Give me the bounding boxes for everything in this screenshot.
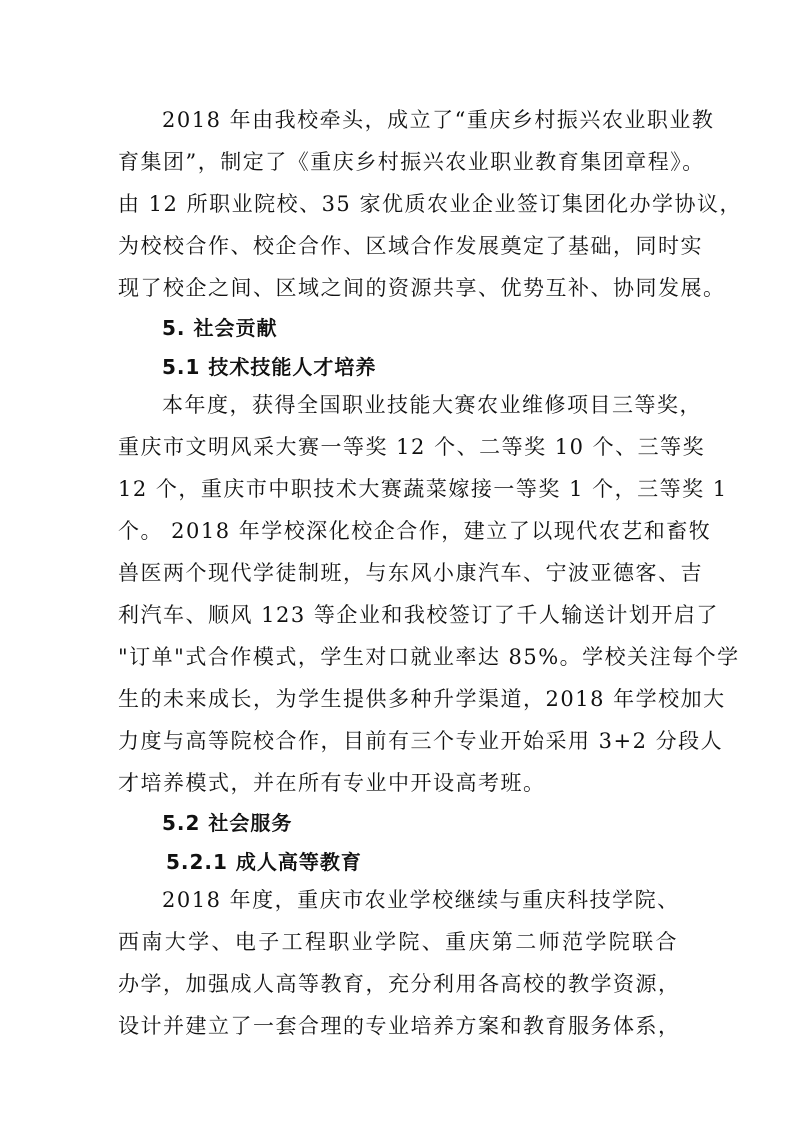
paragraph-line: 现了校企之间、区域之间的资源共享、优势互补、协同发展。 [118, 276, 726, 300]
section-heading: 5. 社会贡献 [162, 316, 278, 340]
paragraph-line: 西南大学、电子工程职业学院、重庆第二师范学院联合 [118, 930, 678, 954]
paragraph-line: 才培养模式，并在所有专业中开设高考班。 [118, 771, 546, 795]
subsection-heading: 5.2 社会服务 [162, 811, 293, 835]
subsection-heading: 5.1 技术技能人才培养 [162, 355, 377, 379]
paragraph-line: 为校校合作、校企合作、区域合作发展奠定了基础，同时实 [118, 234, 703, 258]
paragraph-line: 重庆市文明风采大赛一等奖 12 个、二等奖 10 个、三等奖 [118, 435, 706, 459]
paragraph-line: 力度与高等院校合作，目前有三个专业开始采用 3+2 分段人 [118, 729, 724, 753]
paragraph-line: 生的未来成长，为学生提供多种升学渠道，2018 年学校加大 [118, 687, 726, 711]
paragraph-line: 设计并建立了一套合理的专业培养方案和教育服务体系， [118, 1014, 681, 1038]
paragraph-line: 利汽车、顺风 123 等企业和我校签订了千人输送计划开启了 [118, 603, 719, 627]
paragraph-line: 育集团”，制定了《重庆乡村振兴农业职业教育集团章程》。 [118, 150, 705, 174]
paragraph-line: 本年度，获得全国职业技能大赛农业维修项目三等奖， [162, 393, 702, 417]
subsubsection-heading: 5.2.1 成人高等教育 [166, 850, 362, 874]
paragraph-line: 个。 2018 年学校深化校企合作，建立了以现代农艺和畜牧 [118, 519, 712, 543]
paragraph-line: 12 个，重庆市中职技术大赛蔬菜嫁接一等奖 1 个，三等奖 1 [118, 477, 728, 501]
paragraph-line: 2018 年由我校牵头，成立了“重庆乡村振兴农业职业教 [162, 108, 715, 132]
paragraph-line: 2018 年度，重庆市农业学校继续与重庆科技学院、 [162, 888, 680, 912]
paragraph-line: 由 12 所职业院校、35 家优质农业企业签订集团化办学协议， [118, 192, 742, 216]
paragraph-line: 办学，加强成人高等教育，充分利用各高校的教学资源， [118, 972, 681, 996]
paragraph-line: "订单"式合作模式，学生对口就业率达 85%。学校关注每个学 [118, 645, 740, 669]
paragraph-line: 兽医两个现代学徒制班，与东风小康汽车、宁波亚德客、吉 [118, 561, 703, 585]
